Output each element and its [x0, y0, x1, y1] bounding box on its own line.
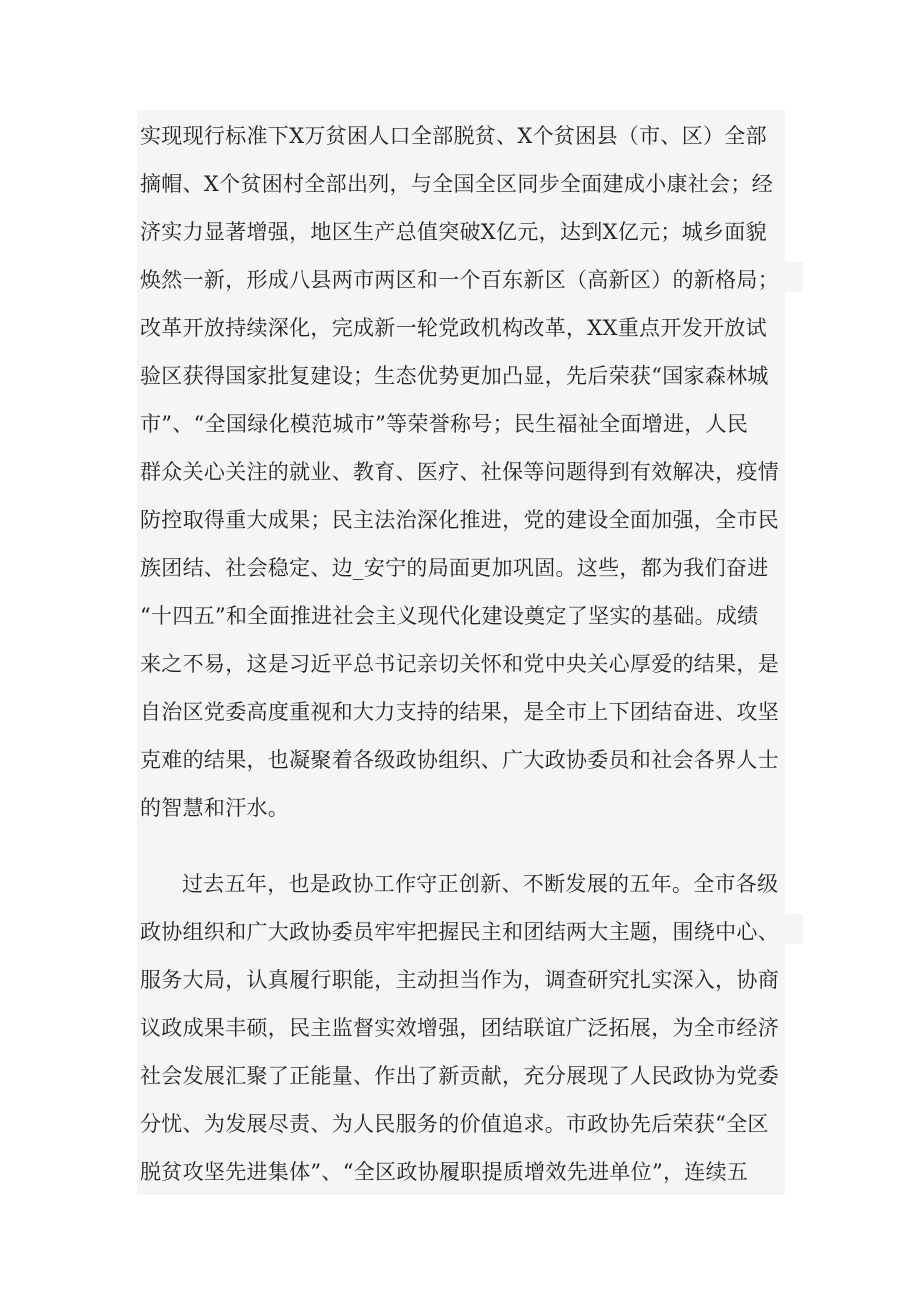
text-line: 焕然一新，形成八县两市两区和一个百东新区（高新区）的新格局； — [140, 268, 779, 292]
text-line: “十四五”和全面推进社会主义现代化建设奠定了坚实的基础。成绩 — [140, 604, 759, 628]
text-line: 克难的结果，也凝聚着各级政协组织、广大政协委员和社会各界人士 — [140, 748, 779, 772]
text-line: 政协组织和广大政协委员牢牢把握民主和团结两大主题，围绕中心、 — [140, 920, 779, 944]
text-line: 族团结、社会稳定、边_安宁的局面更加巩固。这些，都为我们奋进 — [140, 556, 769, 580]
text-line: 实现现行标准下X万贫困人口全部脱贫、X个贫困县（市、区）全部 — [140, 124, 767, 148]
text-line: 验区获得国家批复建设；生态优势更加凸显，先后荣获“国家森林城 — [140, 364, 769, 388]
text-line: 服务大局，认真履行职能，主动担当作为，调查研究扎实深入，协商 — [140, 968, 779, 992]
text-line: 群众关心关注的就业、教育、医疗、社保等问题得到有效解决，疫情 — [140, 460, 779, 484]
text-background-extension — [785, 914, 803, 944]
text-background-extension — [785, 262, 803, 292]
text-line: 济实力显著增强，地区生产总值突破X亿元，达到X亿元；城乡面貌 — [140, 220, 767, 244]
text-line: 防控取得重大成果；民主法治深化推进，党的建设全面加强，全市民 — [140, 508, 779, 532]
text-line: 来之不易，这是习近平总书记亲切关怀和党中央关心厚爱的结果，是 — [140, 652, 779, 676]
text-line: 的智慧和汗水。 — [140, 796, 290, 820]
text-line: 摘帽、X个贫困村全部出列，与全国全区同步全面建成小康社会；经 — [140, 172, 773, 196]
text-line: 议政成果丰硕，民主监督实效增强，团结联谊广泛拓展，为全市经济 — [140, 1016, 779, 1040]
text-line: 市”、“全国绿化模范城市”等荣誉称号；民生福祉全面增进，人民 — [140, 412, 749, 436]
text-line: 自治区党委高度重视和大力支持的结果，是全市上下团结奋进、攻坚 — [140, 700, 779, 724]
text-line: 改革开放持续深化，完成新一轮党政机构改革，XX重点开发开放试 — [140, 316, 767, 340]
text-line: 分忧、为发展尽责、为人民服务的价值追求。市政协先后荣获“全区 — [140, 1112, 769, 1136]
text-line-indented: 过去五年，也是政协工作守正创新、不断发展的五年。全市各级 — [182, 872, 779, 896]
text-line: 脱贫攻坚先进集体”、“全区政协履职提质增效先进单位”，连续五 — [140, 1160, 749, 1184]
text-line: 社会发展汇聚了正能量、作出了新贡献，充分展现了人民政协为党委 — [140, 1064, 779, 1088]
